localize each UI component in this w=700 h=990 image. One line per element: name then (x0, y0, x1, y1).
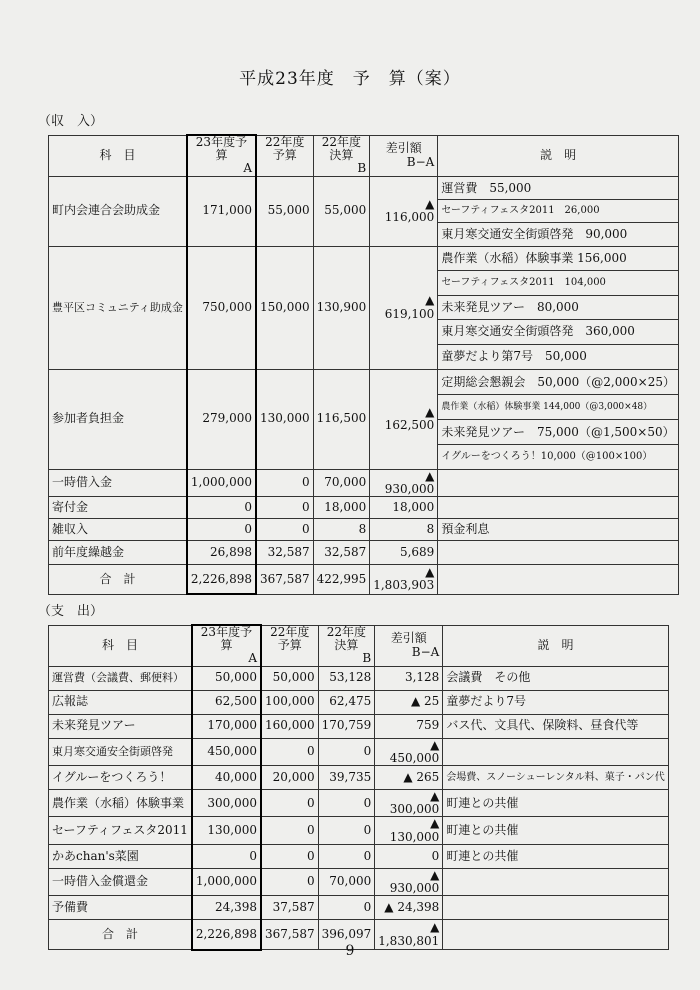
expense-row-budget22: 0 (261, 738, 318, 765)
income-row-diff: ▲ 619,100 (370, 246, 438, 369)
expense-row-explanation (443, 896, 668, 920)
expense-row-budget22: 37,587 (261, 896, 318, 920)
expense-row-budget23: 300,000 (192, 789, 261, 816)
income-row-budget22: 55,000 (256, 176, 313, 246)
expense-row-budget22: 20,000 (261, 765, 318, 789)
expense-total-budget23: 2,226,898 (192, 920, 261, 950)
expense-row-budget22: 160,000 (261, 714, 318, 738)
page-title: 平成23年度 予 算（案） (239, 69, 461, 89)
income-row-explanation (438, 496, 679, 518)
income-row-subject: 寄付金 (49, 496, 187, 518)
income-explanation-line: 未来発見ツアー 75,000（@1,500×50） (438, 420, 678, 445)
income-explanation-line: 農作業（水稲）体験事業 156,000 (438, 247, 678, 272)
expense-row-diff: ▲ 450,000 (375, 738, 443, 765)
income-total-budget23: 2,226,898 (187, 564, 256, 594)
income-explanation-line: 運営費 55,000 (438, 177, 678, 200)
income-row-settle22: 70,000 (313, 469, 370, 496)
expense-row-subject: 一時借入金償還金 (49, 868, 192, 895)
expense-row-diff: ▲ 25 (375, 690, 443, 714)
expense-row-explanation: 童夢だより7号 (443, 690, 668, 714)
income-row-budget22: 32,587 (256, 540, 313, 564)
income-explanation-line: 東月寒交通安全街頭啓発 360,000 (438, 320, 678, 345)
income-row-explanation (438, 518, 679, 540)
expense-row-settle22: 0 (318, 896, 375, 920)
expense-row-explanation: 町連との共催 (443, 817, 668, 844)
expense-row-budget22: 100,000 (261, 690, 318, 714)
expense-row (49, 844, 669, 868)
income-row-subject: 雑収入 (49, 518, 187, 540)
income-row-budget23: 750,000 (187, 246, 256, 369)
income-header-explanation: 説 明 (438, 135, 679, 176)
expense-row-diff: 759 (375, 714, 443, 738)
expense-row (49, 765, 669, 789)
income-row-subject: 豊平区コミュニティ助成金 (49, 246, 187, 369)
expense-row-diff: ▲ 24,398 (375, 896, 443, 920)
income-row-budget23: 1,000,000 (187, 469, 256, 496)
income-row-budget23: 0 (187, 518, 256, 540)
income-row-explanation (438, 369, 679, 469)
expense-row-subject: イグルーをつくろう！ (49, 765, 192, 789)
income-explanation-line: セーフティフェスタ2011 104,000 (438, 271, 678, 296)
expense-row-budget22: 0 (261, 817, 318, 844)
expense-row-diff: ▲ 300,000 (375, 789, 443, 816)
expense-row-settle22: 53,128 (318, 666, 375, 690)
income-header-settle22: 22年度決算 B (313, 135, 370, 176)
income-row-subject: 町内会連合会助成金 (49, 176, 187, 246)
income-row-settle22: 8 (313, 518, 370, 540)
income-row (49, 176, 679, 246)
income-row-diff: 5,689 (370, 540, 438, 564)
expense-row-diff: 3,128 (375, 666, 443, 690)
expense-row-budget22: 0 (261, 844, 318, 868)
expense-row-subject: 未来発見ツアー (49, 714, 192, 738)
page-number: 9 (345, 943, 355, 959)
expense-row (49, 666, 669, 690)
expense-row-settle22: 0 (318, 738, 375, 765)
income-row-budget22: 130,000 (256, 369, 313, 469)
expense-table (48, 624, 669, 951)
expense-header-subject: 科 目 (49, 625, 192, 666)
expense-total-budget22: 367,587 (261, 920, 318, 950)
income-row (49, 246, 679, 369)
expense-row (49, 896, 669, 920)
income-row-settle22: 130,900 (313, 246, 370, 369)
income-row-budget23: 26,898 (187, 540, 256, 564)
income-header-subject: 科 目 (49, 135, 187, 176)
expense-row-budget23: 130,000 (192, 817, 261, 844)
income-explanation-line: 未来発見ツアー 80,000 (438, 296, 678, 321)
expense-row-explanation: 会議費 その他 (443, 666, 668, 690)
expense-row-subject: セーフティフェスタ2011 (49, 817, 192, 844)
expense-row-subject: かあchan's菜園 (49, 844, 192, 868)
expense-row (49, 789, 669, 816)
expense-row-settle22: 39,735 (318, 765, 375, 789)
expense-row-budget23: 170,000 (192, 714, 261, 738)
income-total-settle22: 422,995 (313, 564, 370, 594)
expense-row-budget23: 50,000 (192, 666, 261, 690)
income-explanation-line: イグルーをつくろう！10,000（@100×100） (441, 450, 653, 462)
expense-row-budget22: 0 (261, 789, 318, 816)
expense-row (49, 868, 669, 895)
expense-row-diff: 0 (375, 844, 443, 868)
income-total-explanation (438, 564, 679, 594)
expense-section-label: （支 出） (38, 604, 104, 619)
income-explanation-line (438, 497, 678, 518)
expense-row-subject: 運営費（会議費、郵便料） (49, 666, 192, 690)
income-row-diff: ▲ 930,000 (370, 469, 438, 496)
expense-row-settle22: 0 (318, 789, 375, 816)
income-explanation-line: 農作業（水稲）体験事業 144,000（@3,000×48） (438, 395, 678, 420)
income-explanation-line: 定期総会懇親会 50,000（@2,000×25） (438, 370, 678, 395)
expense-row-settle22: 70,000 (318, 868, 375, 895)
expense-row-budget23: 24,398 (192, 896, 261, 920)
expense-row-explanation: 町連との共催 (443, 844, 668, 868)
expense-row-settle22: 0 (318, 844, 375, 868)
income-header-budget23: 23年度予算 A (187, 135, 256, 176)
expense-row-diff: ▲ 265 (375, 765, 443, 789)
income-row-settle22: 32,587 (313, 540, 370, 564)
expense-header-explanation: 説 明 (443, 625, 668, 666)
expense-row-budget22: 0 (261, 868, 318, 895)
expense-row-settle22: 170,759 (318, 714, 375, 738)
income-explanation-line: セーフティフェスタ2011 26,000 (438, 200, 678, 223)
expense-row-explanation (443, 738, 668, 765)
income-row (49, 496, 679, 518)
expense-total-diff: ▲ 1,830,801 (375, 920, 443, 950)
income-row-subject: 前年度繰越金 (49, 540, 187, 564)
expense-row-budget23: 62,500 (192, 690, 261, 714)
income-row-explanation (438, 176, 679, 246)
income-row-diff: ▲ 116,000 (370, 176, 438, 246)
income-row-diff: ▲ 162,500 (370, 369, 438, 469)
income-total-label: 合 計 (49, 564, 187, 594)
expense-row-explanation: 町連との共催 (443, 789, 668, 816)
expense-header-budget23: 23年度予算 A (192, 625, 261, 666)
expense-total-label: 合 計 (49, 920, 192, 950)
income-row-diff: 8 (370, 518, 438, 540)
income-row-explanation (438, 246, 679, 369)
income-row-budget23: 279,000 (187, 369, 256, 469)
income-row-budget22: 0 (256, 469, 313, 496)
expense-row-explanation: バス代、文具代、保険料、昼食代等 (443, 714, 668, 738)
expense-header-budget22: 22年度予算 (261, 625, 318, 666)
income-row-settle22: 116,500 (313, 369, 370, 469)
expense-row-budget23: 450,000 (192, 738, 261, 765)
expense-row-settle22: 0 (318, 817, 375, 844)
income-row-budget22: 0 (256, 518, 313, 540)
expense-row-subject: 広報誌 (49, 690, 192, 714)
income-explanation-line: 童夢だより第7号 50,000 (441, 348, 587, 363)
income-row-explanation (438, 469, 679, 496)
income-explanation-line (438, 470, 678, 491)
expense-row-diff: ▲ 130,000 (375, 817, 443, 844)
income-row (49, 469, 679, 496)
income-header-diff: 差引額 B−A (370, 135, 438, 176)
income-row-explanation (438, 540, 679, 564)
expense-row (49, 714, 669, 738)
expense-row (49, 738, 669, 765)
expense-row-budget22: 50,000 (261, 666, 318, 690)
expense-row-subject: 東月寒交通安全街頭啓発 (49, 738, 192, 765)
expense-row-explanation: 会場費、スノーシューレンタル料、菓子・パン代 (443, 765, 668, 789)
expense-total-settle22: 396,097 (318, 920, 375, 950)
expense-row-diff: ▲ 930,000 (375, 868, 443, 895)
income-row-subject: 参加者負担金 (49, 369, 187, 469)
income-section-label: （収 入） (38, 114, 104, 129)
income-header-budget22: 22年度予算 (256, 135, 313, 176)
expense-header-diff: 差引額 B−A (375, 625, 443, 666)
expense-row (49, 817, 669, 844)
expense-row-settle22: 62,475 (318, 690, 375, 714)
income-row-budget22: 150,000 (256, 246, 313, 369)
income-row (49, 369, 679, 469)
income-row (49, 540, 679, 564)
expense-row-budget23: 1,000,000 (192, 868, 261, 895)
income-row-subject: 一時借入金 (49, 469, 187, 496)
income-explanation-line (438, 541, 678, 564)
income-row-budget23: 0 (187, 496, 256, 518)
income-row (49, 518, 679, 540)
expense-header-settle22: 22年度決算 B (318, 625, 375, 666)
expense-row-explanation (443, 868, 668, 895)
income-row-settle22: 55,000 (313, 176, 370, 246)
income-total-row (49, 564, 679, 594)
income-total-diff: ▲ 1,803,903 (370, 564, 438, 594)
expense-row-budget23: 0 (192, 844, 261, 868)
expense-row-budget23: 40,000 (192, 765, 261, 789)
income-row-budget23: 171,000 (187, 176, 256, 246)
expense-row (49, 690, 669, 714)
income-explanation-line: 預金利息 (441, 521, 490, 536)
income-row-diff: 18,000 (370, 496, 438, 518)
income-total-budget22: 367,587 (256, 564, 313, 594)
income-table (48, 134, 679, 595)
income-row-budget22: 0 (256, 496, 313, 518)
expense-row-subject: 予備費 (49, 896, 192, 920)
income-row-settle22: 18,000 (313, 496, 370, 518)
expense-row-subject: 農作業（水稲）体験事業 (49, 789, 192, 816)
income-explanation-line: 東月寒交通安全街頭啓発 90,000 (441, 227, 628, 242)
